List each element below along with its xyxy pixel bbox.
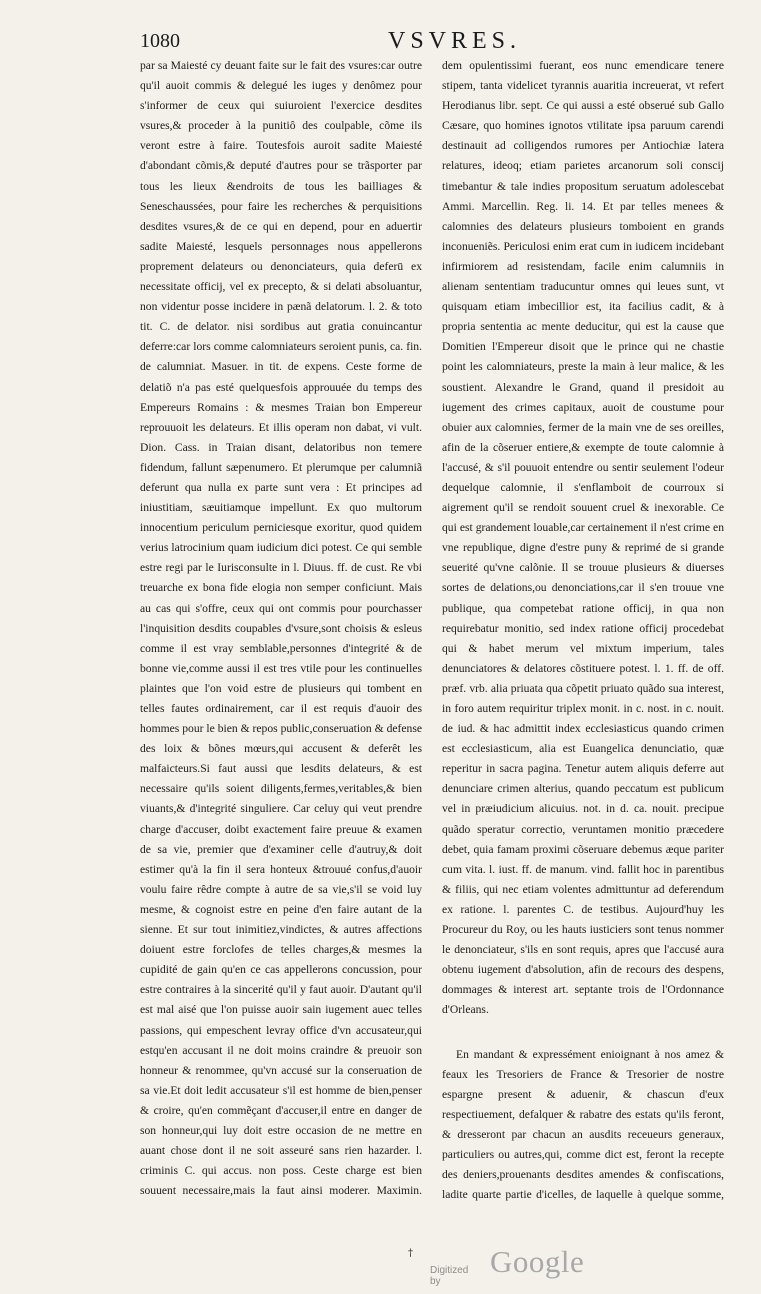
watermark-google-logo: Google <box>490 1244 585 1279</box>
watermark-digitized-by: Digitized by <box>430 1265 469 1287</box>
right-column <box>442 56 724 1206</box>
left-column <box>140 56 422 1206</box>
right-column-paragraph-2: En mandant & expressément enioignant à nos amez & feaux les Tresoriers de France & Tresorier de nostre espargne present & aduenir, & chascun d'eux respectiuement, defalquer & rabatre des estats qu'ils feront, & dresseront par chacun an ausdits receueurs generaux, particuliers ou autres,qui, comme dict est, feront la recepte des deniers,prouenants desdites amendes & confiscations, ladite quarte partie d'icelles, de laquelle à quelque somme, <box>442 1047 724 1202</box>
right-column-paragraph-1: dem opulentissimi fuerant, eos nunc emendicare tenere stipem, tanta videlicet tyrannis auaritia increuerat, vt refert Herodianus libr. sept. Ce qui aussi a esté obserué sub Gallo Cæsare, quo homines ignotos vtilitate ipsa paruum carendi destinauit ad colligendos rumores per Antiochiæ latera relatures, ideoq; etiam parietes arcanorum soli conscij timebantur & tale indies propositum seruatum adolescebat Ammi. Marcellin. Reg. li. 14. Et par telles menees & calomnies des delateurs plusieurs tomboient en grands inconueniẽs. Periculosi enim erat cum in iudicem incidebant infirmiorem ad resistendam, facile enim calumniis in alienam sententiam traducuntur omnes qui leues sunt, vt quisquam etiam imbecillior est, ita facilius cadit, & à propria sententia ac mente deducitur, qui est la cause que Domitien l'Empereur disoit que le prince qui ne chastie point les calomniateurs, preste la main à leur malice, & les soustient. Alexandre le Grand, quand il presidoit au iugement des crimes capitaux, auoit de coustume pour obuier aux calomnies, fermer de la main vne de ses oreilles, afin de la cõseruer entiere,& exempte de toute calomnie à l'accusé, & s'il pouuoit entendre ou sentir seulement l'odeur dequelque calomnie, il s'enflamboit de courroux si aigrement qu'il se rendoit souuent cruel & inexorable. Ce qui est grandement louable,car certainement il n'est crime en vne republique, digne d'estre puny & reprimé de si grande seuerité qu'vne calõnie. Il se trouue plusieurs & diuerses sortes de delations,ou denonciations,car il s'en trouue vne publique, qua competebat ratione officij, in qua non requirebatur monitio, sed index ratione officij procedebat qui & habet merum vel mixtum imperium, tales denunciatores & delatores cõstituere potest. l. 1. ff. de off. præf. vrb. alia priuata qua cõpetit priuato quãdo sua interest, in foro autem requiritur triplex monit. in c. nost. in c. nouit. de iud. & hac admittit index ecclesiasticus quando crimen est ecclesiasticum, alia est Euangelica denunciatio, quæ reperitur in sacra pagina. Tenetur autem aliquis deferre aut denunciare crimen alterius, quando peccatum est publicum vel in præiudicium alicuius. not. in d. ca. nouit. precipue quãdo speratur correctio, veruntamen monitio præcedere debet, quia famam proximi cõseruare debemus æque pariter cum vita. l. iust. ff. de manum. vind. fallit hoc in parentibus & filiis, qui nec etiam volentes admittuntur ad deferendum ex ratione. l. parentes C. de testibus. Aujourd'huy les Procureur du Roy, ou les hauts iusticiers sont tenus nommer le denonciateur, s'ils en sont requis, apres que l'accusé aura obtenu iugement d'absolution, afin de recours des despens, dommages & interest art. septante trois de l'Ordonnance d'Orleans. <box>442 59 724 1017</box>
running-title: VSVRES. <box>388 28 522 54</box>
page-header <box>140 30 620 56</box>
signature-mark: † <box>408 1248 413 1259</box>
left-column-text: par sa Maiesté cy deuant faite sur le fait des vsures:car outre qu'il auoit commis & delegué les iuges y denômez pour s'informer de ceux qui suiuroient l'exercice desdites vsures,& proceder à la punitiô des coulpable, cõme ils veront estre à faire. Toutesfois auroit sadite Maiesté d'abondant cõmis,& deputé d'autres pour se trãsporter par tous les lieux &endroits de tous les bailliages & Seneschaussées, pour faire les recherches & perquisitions desdites vsures,& de ce qui en depend, pour en aduertir sadite Maiesté, lesquels personnages nous appellerons proprement delateurs ou denonciateurs, quia deferū ex necessitate officij, vel ex precepto, & si delati absoluantur, non videntur posse incidere in pænã delatorum. l. 2. & toto tit. C. de delator. nisi sordibus aut gratia conuincantur deferre:car lors comme calomniateurs seroient punis, ca. fin. de calumniat. Masuer. in tit. de expens. Ceste forme de delatiõ n'a pas esté quelquesfois approuuée du temps des Empereurs Romains : & mesmes Traian bon Empereur reprouuoit les delateurs. Et illis operam non dabat, vi vult. Dion. Cass. in Traian disant, delatoribus non temere fidendum, fallunt sæpenumero. Et plerumque per calumniã deferunt qua nulla ex parte sunt vera : Et principes ad iniustitiam, sæuitiamque impellunt. Ex quo multorum innocentium periculum perniciesque exoritur, quod quidem verius latrocinium quam iudicium dici potest. Ce qui semble estre regi par le Iurisconsulte in l. Diuus. ff. de cust. Re vbi treuarche ex bona fide elogia non semper conficiunt. Mais au cas qui s'offre, ceux qui ont commis pour pourchasser l'inquisition desdits coupables d'vsure,sont choisis & esleus comme il est vray semblable,personnes d'integrité & de bonne vie,comme aussi il est tres vtile pour les continuelles plaintes que l'on void estre de plusieurs qui tombent en telles fautes ordinairement, car il est requis d'auoir des hommes pour le bien & repos public,conseruation & defense des loix & bõnes mœurs,qui accusent & deferêt les malfaicteurs.Si faut aussi que lesdits delateurs, & est necessaire qu'ils soient diligents,fermes,veritables,& bien viuants,& d'integrité singuliere. Car celuy qui veut prendre charge d'accuser, doibt exactement faire preuue & examen de sa vie, premier que d'examiner celle d'autruy,& doit estimer qu'à la fin il sera honteux &trouué confus,d'auoir voulu faire rêdre compte à autre de sa vie,s'il se void luy mesme, & cognoist estre en peine d'en faire autant de la sienne. Et sur tout inimitiez,vindictes, & autres affections doiuent estre forclofes de telles charges,& mesmes la cupidité de gain qu'en ce cas appellerons concussion, pour estre contraires à la sincerité qu'il y faut auoir. D'autant qu'il est mal aisé que l'on puisse auoir sain iugement auec telles passions, qui empeschent levray office d'vn accusateur,qui estqu'en accusant il ne doit moins craindre & preuoir son honneur & renommee, qu'vn accusé sur la conseruation de sa vie.Et doit ledit accusateur s'il est homme de bien,penser & croire, qu'en commẽçant d'accuser,il entre en danger de son honneur,qui luy doit estre occasion de ne mettre en auant chose dont il ne soit asseuré sans rien hazarder. l. criminis C. qui accus. non poss. Ceste charge est bien souuent necessaire,mais la faut ainsi moderer. Maximin. <box>140 59 422 1198</box>
page-number: 1080 <box>140 30 180 52</box>
